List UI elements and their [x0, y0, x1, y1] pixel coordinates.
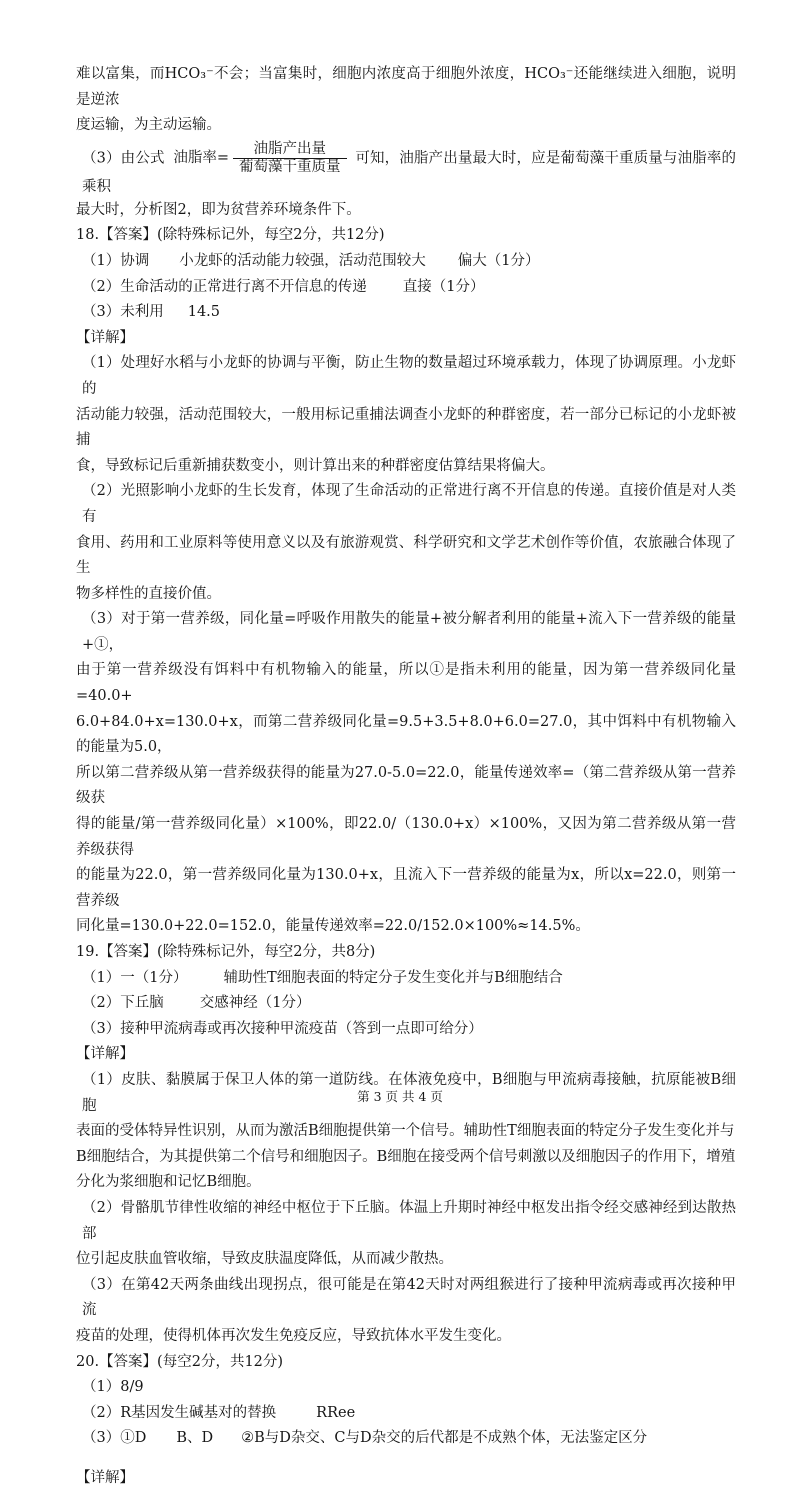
answer-line: （1）一（1分） 辅助性T细胞表面的特定分子发生变化并与B细胞结合: [82, 969, 563, 986]
detail-line: （1）皮肤、黏膜属于保卫人体的第一道防线。在体液免疫中，B细胞与甲流病毒接触，抗原能被B细胞: [82, 1071, 736, 1114]
detail-line: （3）在第42天两条曲线出现拐点，很可能是在第42天时对两组猴进行了接种甲流病毒或再次接种甲流: [82, 1276, 736, 1319]
detail-label: 【详解】: [76, 1469, 134, 1486]
detail-line: 同化量=130.0+22.0=152.0，能量传递效率=22.0/152.0×100%≈14.5%。: [76, 918, 590, 935]
detail-line: （3）对于第一营养级，同化量=呼吸作用散失的能量+被分解者利用的能量+流入下一营养级的能量+①，: [82, 611, 736, 653]
answer-line: （1）8/9: [82, 1379, 144, 1396]
detail-label: 【详解】: [76, 1046, 134, 1063]
detail-line: 分化为浆细胞和记忆B细胞。: [76, 1174, 261, 1191]
answer-line: （2）下丘脑 交感神经（1分）: [82, 995, 311, 1012]
detail-line: 的能量为22.0，第一营养级同化量为130.0+x，且流入下一营养级的能量为x，所以x=22.0，则第一营养级: [76, 867, 736, 909]
answer-line: （2）R基因发生碱基对的替换 RRee: [82, 1404, 356, 1421]
fraction-denominator: 葡萄藻干重质量: [239, 158, 341, 175]
page-number: 第 3 页 共 4 页: [357, 1089, 443, 1104]
formula-paragraph: （3）由公式 油脂率= $\frac{\text{油脂产出量}}{\text{葡萄藻干重质量}}$ 可知，油脂产出量最大时，应是葡萄藻干重质量与油脂率的乘积: [82, 140, 737, 195]
detail-line: 6.0+84.0+x=130.0+x，而第二营养级同化量=9.5+3.5+8.0+6.0=27.0，其中饵料中有机物输入的能量为5.0，: [76, 713, 736, 756]
fraction-numerator: 油脂产出量: [233, 141, 347, 159]
intro-line: 难以富集，而HCO₃⁻不会；当富集时，细胞内浓度高于细胞外浓度，HCO₃⁻还能继续进入细胞，说明是逆浓: [76, 66, 736, 108]
detail-line: 得的能量/第一营养级同化量）×100%，即22.0/（130.0+x）×100%，又因为第二营养级从第一营养级获得: [76, 816, 736, 858]
intro-line: 度运输，为主动运输。: [76, 117, 221, 134]
detail-line: 食，导致标记后重新捕获数变小，则计算出来的种群密度估算结果将偏大。: [76, 457, 555, 474]
detail-line: 疫苗的处理，使得机体再次发生免疫反应，导致抗体水平发生变化。: [76, 1327, 511, 1344]
detail-line: 表面的受体特异性识别，从而为激活B细胞提供第一个信号。辅助性T细胞表面的特定分子发生变化并与: [76, 1123, 735, 1140]
answer-line: （3）接种甲流病毒或再次接种甲流疫苗（答到一点即可给分）: [82, 1020, 483, 1037]
detail-line: 所以第二营养级从第一营养级获得的能量为27.0-5.0=22.0，能量传递效率=（第二营养级从第一营养级获: [76, 764, 736, 807]
detail-line: B细胞结合，为其提供第二个信号和细胞因子。B细胞在接受两个信号刺激以及细胞因子的作用下，增殖: [76, 1148, 736, 1165]
oil-rate-fraction: [233, 141, 347, 176]
detail-line: （1）处理好水稻与小龙虾的协调与平衡，防止生物的数量超过环境承载力，体现了协调原理。小龙虾的: [82, 355, 736, 397]
detail-line: 位引起皮肤血管收缩，导致皮肤温度降低，从而减少散热。: [76, 1251, 453, 1268]
q18-header: 18.【答案】(除特殊标记外，每空2分，共12分): [76, 227, 385, 244]
document-page: [76, 62, 736, 1491]
detail-line: 活动能力较强，活动范围较大，一般用标记重捕法调查小龙虾的种群密度，若一部分已标记的小龙虾被捕: [76, 406, 736, 449]
answer-line: （1）协调 小龙虾的活动能力较强，活动范围较大 偏大（1分）: [82, 252, 540, 269]
detail-line: 食用、药用和工业原料等使用意义以及有旅游观赏、科学研究和文学艺术创作等价值，农旅融合体现了生: [76, 534, 736, 577]
formula-label: 油脂率=: [173, 150, 230, 167]
q20-header: 20.【答案】(每空2分，共12分): [76, 1353, 284, 1370]
detail-line: （2）骨骼肌节律性收缩的神经中枢位于下丘脑。体温上升期时神经中枢发出指令经交感神经到达散热部: [82, 1199, 736, 1242]
detail-label: 【详解】: [76, 329, 134, 346]
detail-line: （2）光照影响小龙虾的生长发育，体现了生命活动的正常进行离不开信息的传递。直接价值是对人类有: [82, 483, 736, 525]
answer-line: （2）生命活动的正常进行离不开信息的传递 直接（1分）: [82, 278, 485, 295]
q19-header: 19.【答案】(除特殊标记外，每空2分，共8分): [76, 944, 376, 960]
answer-line: （3）未利用 14.5: [82, 304, 221, 321]
detail-line: 由于第一营养级没有饵料中有机物输入的能量，所以①是指未利用的能量，因为第一营养级同化量=40.0+: [76, 662, 736, 705]
answer-line: （3）①D B、D ②B与D杂交、C与D杂交的后代都是不成熟个体，无法鉴定区分: [82, 1430, 648, 1447]
detail-line: 物多样性的直接价值。: [76, 585, 221, 602]
intro-line: 最大时，分析图2，即为贫营养环境条件下。: [76, 201, 361, 218]
